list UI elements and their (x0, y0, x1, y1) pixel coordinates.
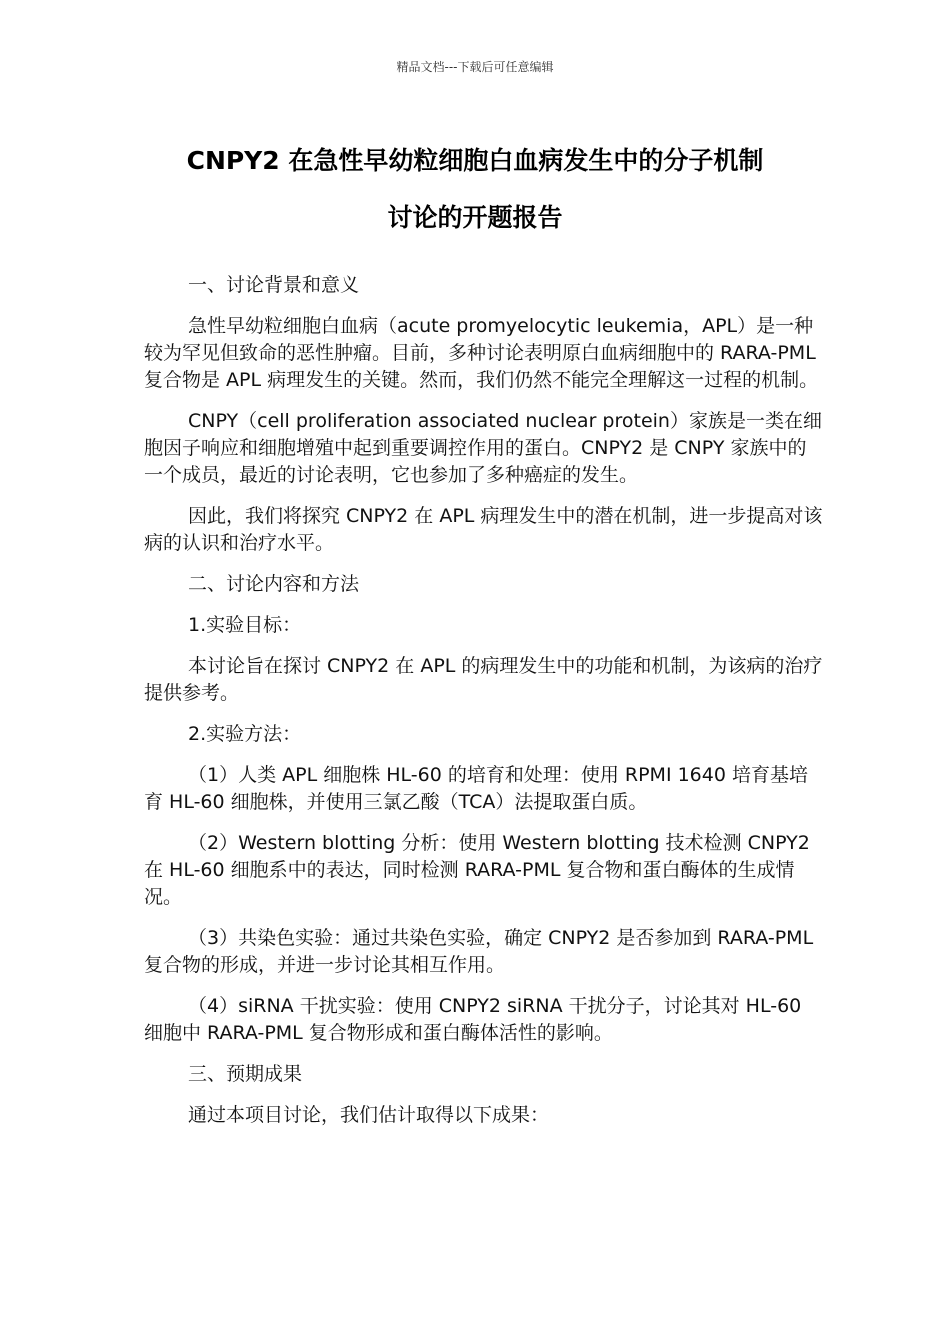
section-heading-methods: 二、讨论内容和方法 (188, 573, 360, 595)
header-note: 精品文档---下载后可任意编辑 (396, 60, 554, 74)
paragraph-cnpy-family: CNPY（cell proliferation associated nuclear protein）家族是一类在细胞因子响应和细胞增殖中起到重要调控作用的蛋白。CNPY2 是 CNPY 家族中的一个成员，最近的讨论表明，它也参加了多种癌症的发生。 (144, 410, 822, 486)
page-title-line-2: 讨论的开题报告 (387, 203, 563, 232)
section-heading-expected-results: 三、预期成果 (188, 1063, 303, 1085)
document-body (144, 272, 824, 1143)
method-item-cell-culture: （1）人类 APL 细胞株 HL-60 的培育和处理：使用 RPMI 1640 培育基培育 HL-60 细胞株，并使用三氯乙酸（TCA）法提取蛋白质。 (144, 764, 808, 813)
paragraph-objective: 本讨论旨在探讨 CNPY2 在 APL 的病理发生中的功能和机制，为该病的治疗提供参考。 (144, 655, 823, 704)
page-title-line-1: CNPY2 在急性早幼粒细胞白血病发生中的分子机制 (186, 146, 764, 175)
method-item-costaining: （3）共染色实验：通过共染色实验，确定 CNPY2 是否参加到 RARA-PML 复合物的形成，并进一步讨论其相互作用。 (144, 927, 814, 976)
section-heading-background: 一、讨论背景和意义 (188, 274, 360, 296)
subheading-objective: 1.实验目标： (188, 614, 302, 636)
subheading-methods: 2.实验方法： (188, 723, 302, 745)
paragraph-apl-intro: 急性早幼粒细胞白血病（acute promyelocytic leukemia，APL）是一种较为罕见但致命的恶性肿瘤。目前，多种讨论表明原白血病细胞中的 RARA-PML 复合物是 APL 病理发生的关键。然而，我们仍然不能完全理解这一过程的机制。 (144, 315, 819, 391)
method-item-sirna: （4）siRNA 干扰实验：使用 CNPY2 siRNA 干扰分子，讨论其对 HL-60 细胞中 RARA-PML 复合物形成和蛋白酶体活性的影响。 (144, 995, 802, 1044)
paragraph-research-aim: 因此，我们将探究 CNPY2 在 APL 病理发生中的潜在机制，进一步提高对该病的认识和治疗水平。 (144, 505, 823, 554)
paragraph-expected-results: 通过本项目讨论，我们估计取得以下成果： (188, 1104, 550, 1126)
method-item-western-blot: （2）Western blotting 分析：使用 Western blotting 技术检测 CNPY2 在 HL-60 细胞系中的表达，同时检测 RARA-PML 复合物和蛋白酶体的生成情况。 (144, 832, 810, 908)
